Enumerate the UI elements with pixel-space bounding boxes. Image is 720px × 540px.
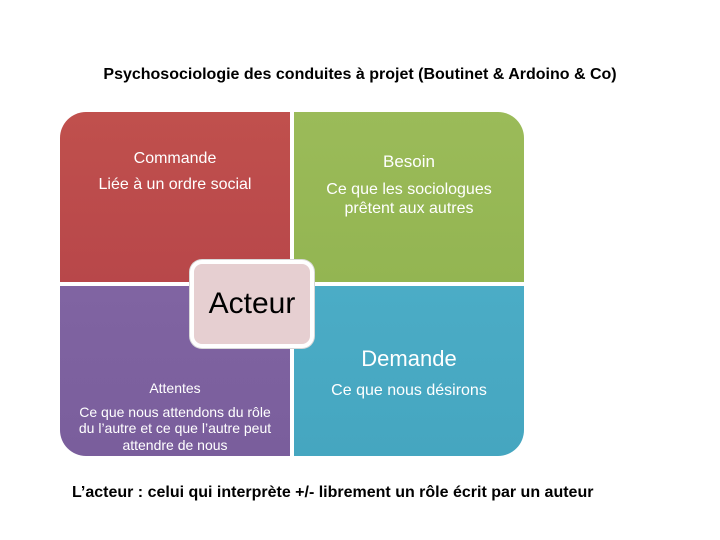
quadrant-commande-heading: Commande	[133, 150, 217, 167]
quadrant-besoin	[294, 112, 524, 282]
diagram-title: Psychosociologie des conduites à projet (Boutinet & Ardoino & Co)	[103, 66, 617, 83]
quadrant-demande	[294, 286, 524, 456]
quadrant-attentes-text: Ce que nous attendons du rôle du l’autre et ce que l’autre peut attendre de nous	[78, 403, 272, 454]
center-acteur-box: Acteur	[190, 260, 314, 348]
quadrant-commande-text: Liée à un ordre social	[98, 176, 252, 193]
quadrant-besoin-heading: Besoin	[383, 152, 435, 171]
quadrant-diagram	[60, 112, 524, 456]
quadrant-commande	[60, 112, 290, 282]
quadrant-demande-text: Ce que nous désirons	[331, 382, 487, 399]
quadrant-demande-heading: Demande	[361, 346, 457, 371]
quadrant-besoin-text: Ce que les sociologues prêtent aux autres	[326, 181, 492, 218]
caption-text: L’acteur : celui qui interprète +/- librement un rôle écrit par un auteur	[72, 484, 594, 501]
quadrant-attentes-heading: Attentes	[149, 379, 201, 396]
